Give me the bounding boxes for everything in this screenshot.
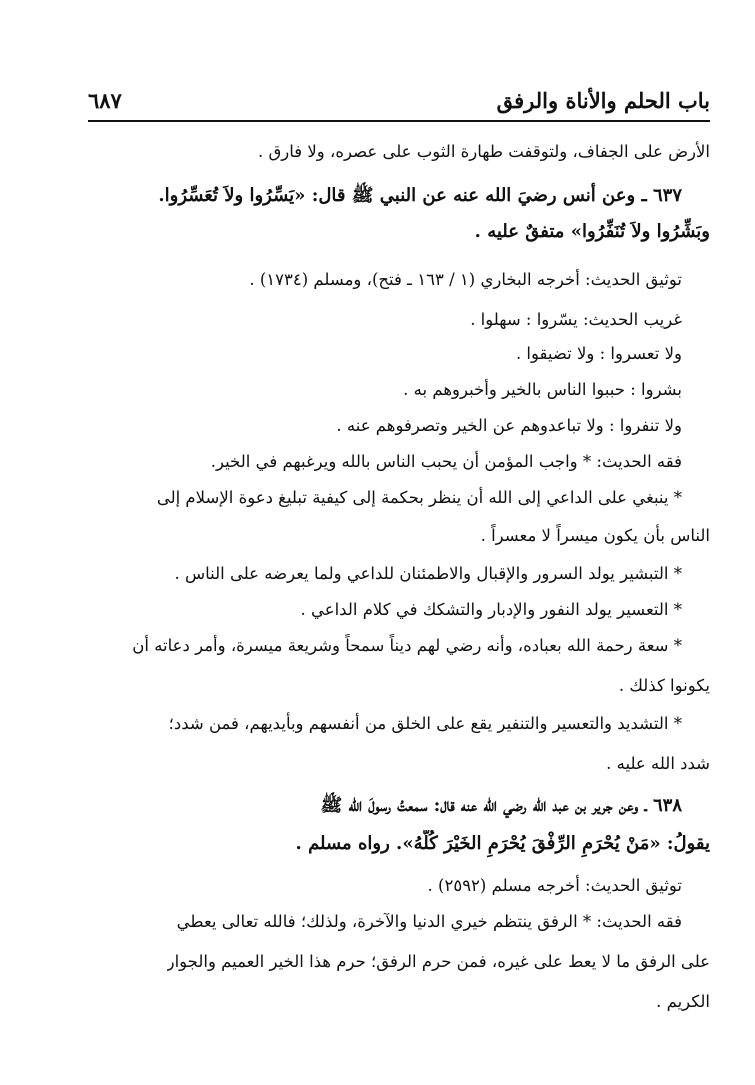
gloss-line: ولا تعسروا : ولا تضيقوا . xyxy=(515,344,682,363)
hadith-documentation: توثيق الحديث: أخرجه مسلم (٢٥٩٢) . xyxy=(427,876,682,895)
hadith-637-line-1: ٦٣٧ ـ وعن أنس رضيَ الله عنه عن النبي ﷺ قال: «يَسِّرُوا ولاَ تُعَسِّرُوا. xyxy=(158,185,682,206)
hadith-638-line-2: يقولُ: «مَنْ يُحْرَمِ الرِّفْقَ يُحْرَمِ الخَيْرَ كُلَّهُ». رواه مسلم . xyxy=(295,833,710,854)
gloss-line: ولا تنفروا : ولا تباعدوهم عن الخير وتصرفوهم عنه . xyxy=(336,416,682,435)
page-number: ٦٨٧ xyxy=(88,88,122,113)
page-header xyxy=(88,86,710,122)
hadith-638-line-1: ٦٣٨ ـ وعن جرير بن عبد الله رضي الله عنه قال: سمعتُ رسولَ الله ﷺ xyxy=(320,795,682,816)
fiqh-line: الكريم . xyxy=(656,992,710,1011)
fiqh-line: شدد الله عليه . xyxy=(606,754,710,773)
gloss-line: بشروا : حببوا الناس بالخير وأخبروهم به . xyxy=(403,380,682,399)
fiqh-line: * التعسير يولد النفور والإدبار والتشكك في كلام الداعي . xyxy=(300,600,682,619)
fiqh-line: * ينبغي على الداعي إلى الله أن ينظر بحكمة إلى كيفية تبليغ دعوة الإسلام إلى xyxy=(156,488,682,507)
fiqh-line: فقه الحديث: * الرفق ينتظم خيري الدنيا والآخرة، ولذلك؛ فالله تعالى يعطي xyxy=(176,912,682,931)
fiqh-line: * التبشير يولد السرور والإقبال والاطمئنان للداعي ولما يعرضه على الناس . xyxy=(174,564,682,583)
hadith-documentation: توثيق الحديث: أخرجه البخاري (١ / ١٦٣ ـ فتح)، ومسلم (١٧٣٤) . xyxy=(249,270,682,289)
fiqh-line: فقه الحديث: * واجب المؤمن أن يحبب الناس بالله ويرغبهم في الخير. xyxy=(210,452,682,471)
text-line: الأرض على الجفاف، ولتوقفت طهارة الثوب على عصره، ولا فارق . xyxy=(257,142,710,161)
fiqh-line: يكونوا كذلك . xyxy=(618,676,710,695)
fiqh-line: الناس بأن يكون ميسراً لا معسراً . xyxy=(480,526,710,545)
gloss-line: غريب الحديث: يسّروا : سهلوا . xyxy=(470,310,682,329)
chapter-title: باب الحلم والأناة والرفق xyxy=(496,88,710,113)
fiqh-line: * سعة رحمة الله بعباده، وأنه رضي لهم ديناً سمحاً وشريعة ميسرة، وأمر دعاته أن xyxy=(132,636,682,655)
fiqh-line: على الرفق ما لا يعط على غيره، فمن حرم الرفق؛ حرم هذا الخير العميم والجوار xyxy=(166,952,710,971)
hadith-637-line-2: وبَشِّرُوا ولاَ تُنَفِّرُوا» متفقٌ عليه . xyxy=(474,221,710,242)
fiqh-line: * التشديد والتعسير والتنفير يقع على الخلق من أنفسهم وبأيديهم، فمن شدد؛ xyxy=(168,714,682,733)
